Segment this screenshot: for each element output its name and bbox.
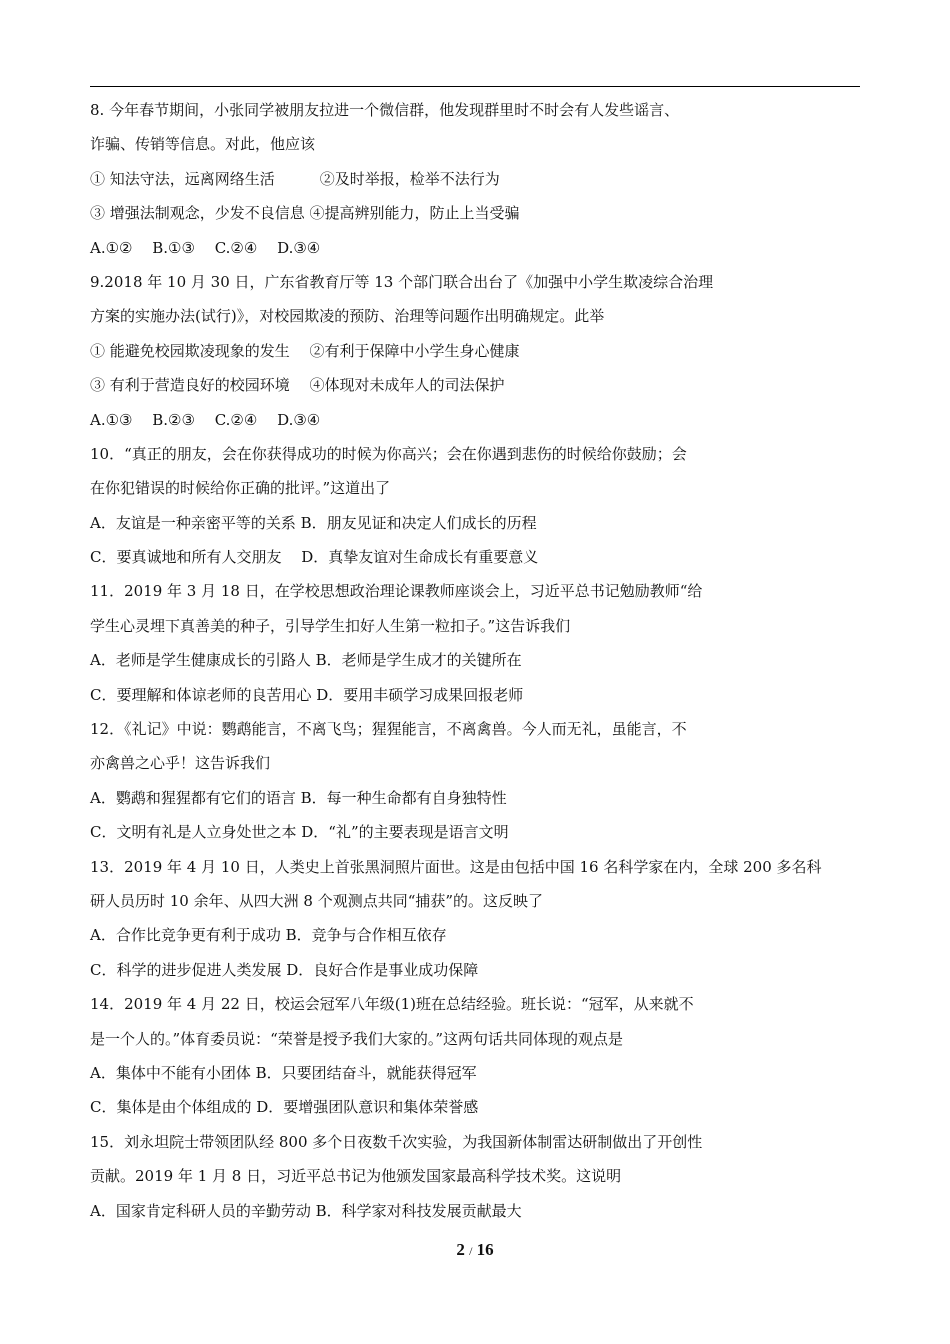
page-current: 2: [456, 1240, 465, 1259]
text-line: A．集体中不能有小团体 B．只要团结奋斗，就能获得冠军: [90, 1063, 477, 1082]
text-line: A．合作比竞争更有利于成功 B．竞争与合作相互依存: [90, 926, 447, 945]
text-line: 研人员历时 10 余年、从四大洲 8 个观测点共同“捕获”的。这反映了: [90, 891, 544, 910]
question-content: [90, 93, 870, 1228]
page-separator: /: [469, 1244, 473, 1258]
header-rule: [90, 86, 860, 87]
text-line: 诈骗、传销等信息。对此，他应该: [90, 135, 316, 154]
text-line: ① 知法守法，远离网络生活 ②及时举报，检举不法行为: [90, 169, 500, 188]
text-line: A.①③ B.②③ C.②④ D.③④: [90, 410, 321, 429]
text-line: C．科学的进步促进人类发展 D．良好合作是事业成功保障: [90, 960, 479, 979]
text-line: 9.2018 年 10 月 30 日，广东省教育厅等 13 个部门联合出台了《加强中小学生欺凌综合治理: [90, 272, 714, 291]
text-line: 亦禽兽之心乎！这告诉我们: [90, 754, 271, 773]
text-line: 15．刘永坦院士带领团队经 800 多个日夜数千次实验，为我国新体制雷达研制做出了开创性: [90, 1132, 703, 1151]
text-line: ③ 增强法制观念，少发不良信息 ④提高辨别能力，防止上当受骗: [90, 204, 520, 223]
text-line: C．集体是由个体组成的 D．要增强团队意识和集体荣誉感: [90, 1098, 479, 1117]
text-line: 13．2019 年 4 月 10 日，人类史上首张黑洞照片面世。这是由包括中国 16 名科学家在内，全球 200 多名科: [90, 857, 822, 876]
text-line: 学生心灵埋下真善美的种子，引导学生扣好人生第一粒扣子。”这告诉我们: [90, 616, 571, 635]
text-line: ③ 有利于营造良好的校园环境 ④体现对未成年人的司法保护: [90, 376, 505, 395]
text-line: A.①② B.①③ C.②④ D.③④: [90, 238, 321, 257]
text-line: 在你犯错误的时候给你正确的批评。”这道出了: [90, 479, 391, 498]
text-line: 10．“真正的朋友，会在你获得成功的时候为你高兴；会在你遇到悲伤的时候给你鼓励；会: [90, 444, 687, 463]
text-line: 是一个人的。”体育委员说：“荣誉是授予我们大家的。”这两句话共同体现的观点是: [90, 1029, 624, 1048]
text-line: 11．2019 年 3 月 18 日，在学校思想政治理论课教师座谈会上，习近平总书记勉励教师“给: [90, 582, 703, 601]
text-line: A．国家肯定科研人员的辛勤劳动 B．科学家对科技发展贡献最大: [90, 1201, 522, 1220]
text-line: C．文明有礼是人立身处世之本 D．“礼”的主要表现是语言文明: [90, 823, 509, 842]
text-line: A．鹦鹉和猩猩都有它们的语言 B．每一种生命都有自身独特性: [90, 788, 507, 807]
text-line: A．友谊是一种亲密平等的关系 B．朋友见证和决定人们成长的历程: [90, 513, 537, 532]
text-line: C．要理解和体谅老师的良苦用心 D．要用丰硕学习成果回报老师: [90, 685, 524, 704]
text-line: 贡献。2019 年 1 月 8 日，习近平总书记为他颁发国家最高科学技术奖。这说明: [90, 1167, 622, 1186]
text-line: 方案的实施办法(试行)》，对校园欺凌的预防、治理等问题作出明确规定。此举: [90, 307, 605, 326]
text-line: ① 能避免校园欺凌现象的发生 ②有利于保障中小学生身心健康: [90, 341, 520, 360]
text-line: A．老师是学生健康成长的引路人 B．老师是学生成才的关键所在: [90, 651, 522, 670]
page-total: 16: [476, 1240, 494, 1259]
text-line: C．要真诚地和所有人交朋友 D．真挚友谊对生命成长有重要意义: [90, 548, 539, 567]
page-number: [0, 1240, 950, 1260]
text-line: 12．《礼记》中说：鹦鹉能言，不离飞鸟；猩猩能言，不离禽兽。今人而无礼，虽能言，不: [90, 720, 687, 739]
text-line: 8. 今年春节期间，小张同学被朋友拉进一个微信群，他发现群里时不时会有人发些谣言、: [90, 101, 680, 119]
text-line: 14．2019 年 4 月 22 日，校运会冠军八年级(1)班在总结经验。班长说：“冠军，从来就不: [90, 995, 694, 1014]
